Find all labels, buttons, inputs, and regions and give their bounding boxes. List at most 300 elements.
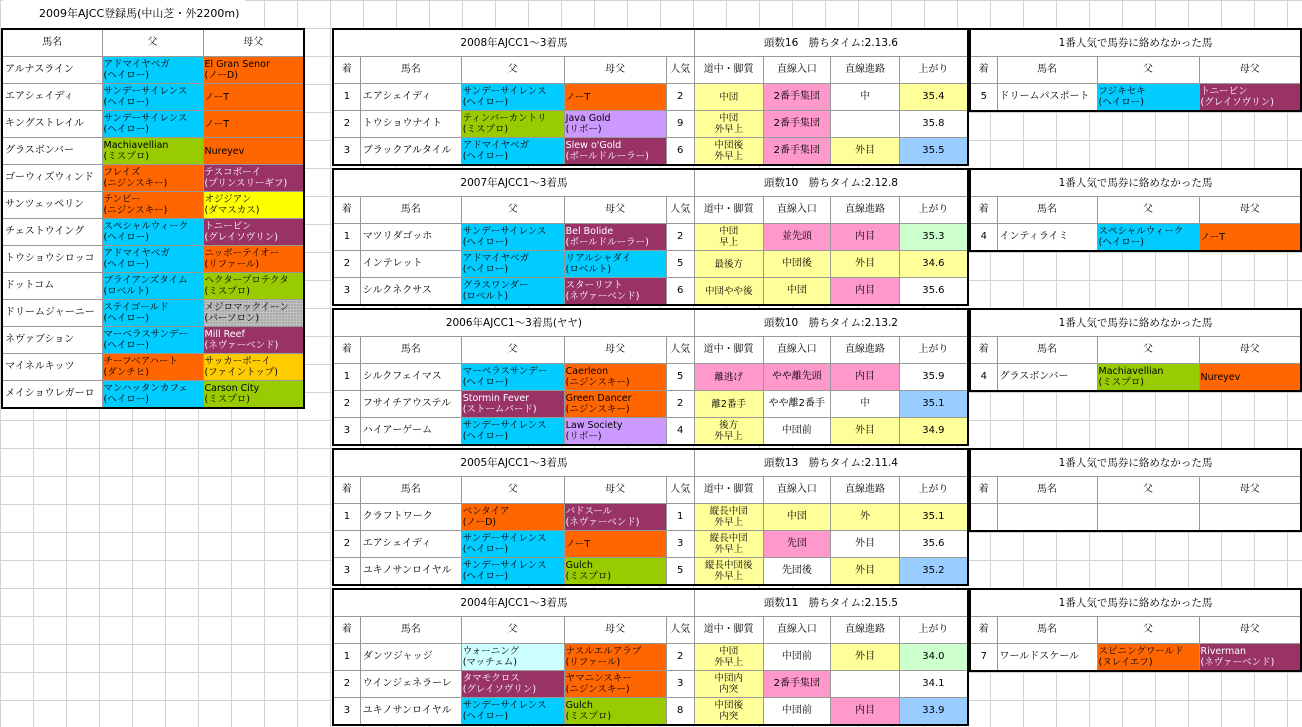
damsire-cell-line2: (ダマスカス) [204,205,260,216]
sire-cell-line2: (ヘイロー) [462,431,509,442]
horse-name: エアシェイディ [360,531,461,558]
damsire-cell-line2: (ニジンスキー) [565,377,630,388]
running-style-cell [694,138,763,166]
rank-cell: 4 [970,224,997,252]
popularity-cell: 4 [666,418,694,446]
popularity-cell: 2 [666,224,694,251]
sheet-title: 2009年AJCC登録馬(中山芝・外2200m) [3,0,245,28]
damsire-cell [203,138,304,165]
rank-cell: 3 [333,418,360,446]
horse-name: トウショウシロッコ [2,246,102,273]
damsire-cell [564,224,666,251]
horse-name: ゴーウィズウィンド [2,165,102,192]
registered-row [2,354,304,381]
col-header-sire: 父 [461,337,564,364]
stretch-path-cell [831,111,900,138]
sire-cell [461,84,564,111]
sire-cell-line2: (グレイソヴリン) [462,684,537,695]
damsire-cell [203,192,304,219]
sire-cell-line2: (ストームバード) [462,404,537,415]
sire-cell-line1: サンデーサイレンス [462,86,547,97]
col-header-rank: 着 [333,337,360,364]
running-style-cell [694,504,763,531]
damsire-cell [203,111,304,138]
horse-name: ドリームパスポート [997,84,1097,112]
sire-cell-line1: タマモクロス [462,673,520,684]
sire-cell [1097,84,1199,112]
damsire-cell [564,278,666,306]
col-header-mid: 道中・脚質 [694,197,763,224]
horse-name: クラフトワーク [360,504,461,531]
empty-cell [1097,504,1199,532]
favorite-unplaced-table-3 [969,448,1302,532]
running-style-cell-line1: 中団 [719,91,739,103]
running-style-cell-line2: 外早上 [714,431,743,442]
registered-horses-table [1,28,305,409]
horse-name: ワールドスケール [997,644,1097,672]
running-style-cell-line1: 中団後 [714,700,743,711]
sire-cell-line1: サンデーサイレンス [462,700,547,711]
stretch-path-cell: 外目 [831,138,900,166]
col-header-sire: 父 [461,197,564,224]
col-header-damsire: 母父 [1199,57,1301,84]
stretch-path-cell: 外 [831,504,900,531]
popularity-cell: 1 [666,504,694,531]
col-header-last: 上がり [899,617,968,644]
sire-cell [461,278,564,306]
col-header-name: 馬名 [997,617,1097,644]
rank-cell: 4 [970,364,997,392]
col-header-entry: 直線入口 [763,617,831,644]
result-row [333,558,968,586]
horse-name: ドットコム [2,273,102,300]
sire-cell-line2: (ヘイロー) [462,97,509,108]
stretch-path-cell: 外目 [831,644,900,671]
damsire-cell-line1: Carson City [204,383,260,394]
running-style-cell-line1: 最後方 [714,258,743,270]
running-style-cell [694,558,763,586]
popularity-cell: 2 [666,84,694,111]
race-info: 頭数16 勝ちタイム:2.13.6 [694,29,968,57]
sire-cell-line2: (ノーD) [462,517,497,528]
last-3f-cell: 35.5 [899,138,968,166]
col-header-mid: 道中・脚質 [694,617,763,644]
damsire-cell-line1: バドスール [565,506,613,517]
damsire-cell-line1: Nureyev [1200,371,1241,383]
stretch-entry-cell: 並先頭 [763,224,831,251]
col-header-sire: 父 [1097,57,1199,84]
rank-cell: 1 [333,504,360,531]
sire-cell [102,192,203,219]
horse-name: マツリダゴッホ [360,224,461,251]
horse-name: メイショウレガーロ [2,381,102,409]
sire-cell-line2: (ヘイロー) [103,70,149,81]
favorite-unplaced-table-0 [969,28,1302,112]
damsire-cell [564,364,666,391]
damsire-cell-line1: ノーT [204,91,230,103]
empty-cell [997,504,1097,532]
running-style-cell-line1: 中団 [719,113,739,124]
sire-cell [461,251,564,278]
horse-name: シルクネクサス [360,278,461,306]
last-3f-cell: 34.6 [899,251,968,278]
col-header-rank: 着 [970,477,997,504]
sire-cell [461,698,564,726]
stretch-path-cell: 外目 [831,251,900,278]
stretch-path-cell: 外目 [831,531,900,558]
running-style-cell-line1: 縦長中団後 [704,560,753,571]
col-header-damsire: 母父 [564,477,666,504]
sire-cell [102,219,203,246]
header-damsire: 母父 [203,29,304,57]
sire-cell-line1: サンデーサイレンス [462,226,547,237]
horse-name: ブラックアルタイル [360,138,461,166]
sire-cell-line1: アドマイヤベガ [462,140,529,151]
running-style-cell [694,224,763,251]
stretch-entry-cell: 先団後 [763,558,831,586]
results-table-2 [332,308,969,446]
running-style-cell [694,671,763,698]
damsire-cell [203,57,304,84]
rank-cell: 3 [333,278,360,306]
results-table-0 [332,28,969,166]
rank-cell: 1 [333,644,360,671]
damsire-cell-line2: (ネヴァーベンド) [204,340,279,351]
damsire-cell-line1: Green Dancer [565,393,632,404]
sire-cell-line1: スペシャルウィーク [103,221,189,232]
damsire-cell [203,381,304,409]
col-header-name: 馬名 [997,337,1097,364]
favorite-title: 1番人気で馬券に絡めなかった馬 [970,309,1301,337]
damsire-cell-line2: (ニジンスキー) [565,404,630,415]
rank-cell: 5 [970,84,997,112]
stretch-entry-cell: 中団前 [763,644,831,671]
damsire-cell-line2: (グレイソヴリン) [1200,97,1274,108]
sire-cell-line1: サンデーサイレンス [462,560,547,571]
result-row [333,138,968,166]
col-header-rank: 着 [333,197,360,224]
sire-cell-line1: マンハッタンカフェ [103,383,188,394]
sire-cell [1097,644,1199,672]
damsire-cell-line1: ノーT [1200,231,1226,243]
col-header-sire: 父 [1097,197,1199,224]
damsire-cell-line2: (ミスプロ) [565,571,612,582]
running-style-cell-line1: 中団やや後 [704,285,753,297]
col-header-sire: 父 [1097,477,1199,504]
running-style-cell [694,391,763,418]
col-header-damsire: 母父 [564,57,666,84]
sire-cell [102,57,203,84]
horse-name: ユキノサンロイヤル [360,558,461,586]
sire-cell [461,558,564,586]
rank-cell: 3 [333,698,360,726]
damsire-cell [203,84,304,111]
damsire-cell [1199,224,1301,252]
damsire-cell [564,418,666,446]
sire-cell-line2: (ヘイロー) [103,124,149,135]
sire-cell [1097,364,1199,392]
stretch-entry-cell: 中団前 [763,698,831,726]
last-3f-cell: 35.2 [899,558,968,586]
sire-cell-line2: (マッチェム) [462,657,517,668]
running-style-cell [694,644,763,671]
running-style-cell-line1: 中団後 [714,140,743,151]
damsire-cell-line2: (ミスプロ) [204,394,250,405]
damsire-cell-line1: Gulch [565,700,593,711]
horse-name: ウインジェネラーレ [360,671,461,698]
running-style-cell-line1: 中団 [719,646,739,657]
col-header-damsire: 母父 [564,617,666,644]
col-header-pop: 人気 [666,617,694,644]
results-table-1 [332,168,969,306]
stretch-entry-cell: 中団前 [763,418,831,446]
registered-row [2,84,304,111]
last-3f-cell: 35.1 [899,391,968,418]
running-style-cell-line2: 内突 [719,711,739,722]
running-style-cell-line2: 内突 [719,684,739,695]
popularity-cell: 5 [666,251,694,278]
sire-cell [461,138,564,166]
col-header-rank: 着 [970,337,997,364]
damsire-cell-line1: メジロマックイーン [204,302,289,313]
sire-cell [461,418,564,446]
result-row [333,364,968,391]
damsire-cell-line1: トニービン [204,221,252,232]
sire-cell [461,224,564,251]
col-header-pop: 人気 [666,477,694,504]
race-info: 頭数10 勝ちタイム:2.13.2 [694,309,968,337]
running-style-cell-line2: 外早上 [714,151,743,162]
damsire-cell-line1: Caerleon [565,366,609,377]
registered-row [2,165,304,192]
damsire-cell [564,504,666,531]
damsire-cell [1199,364,1301,392]
sire-cell-line2: (ニジンスキー) [103,205,168,216]
horse-name: ネヴァブション [2,327,102,354]
sire-cell-line1: ティンバーカントリ [462,113,547,124]
damsire-cell [203,354,304,381]
running-style-cell-line2: 外早上 [714,657,743,668]
sire-cell-line1: ブライアンズタイム [103,275,188,286]
horse-name: インテレット [360,251,461,278]
sire-cell [461,504,564,531]
damsire-cell-line1: リアルシャダイ [565,253,632,264]
col-header-name: 馬名 [360,57,461,84]
stretch-entry-cell: 2番手集団 [763,138,831,166]
damsire-cell-line2: (ファイントップ) [204,367,278,378]
horse-name: シルクフェイマス [360,364,461,391]
sire-cell-line2: (ヘイロー) [462,237,509,248]
registered-row [2,381,304,409]
last-3f-cell: 35.9 [899,364,968,391]
header-sire: 父 [102,29,203,57]
horse-name: ハイアーゲーム [360,418,461,446]
registered-row [2,57,304,84]
stretch-entry-cell: 先団 [763,531,831,558]
col-header-damsire: 母父 [1199,617,1301,644]
running-style-cell-line2: 外早上 [714,124,743,135]
col-header-mid: 道中・脚質 [694,337,763,364]
damsire-cell-line1: ヘクタープロテクタ [204,275,289,286]
sire-cell-line1: マーベラスサンデー [103,329,189,340]
last-3f-cell: 35.6 [899,531,968,558]
sire-cell-line2: (ミスプロ) [103,151,149,162]
sire-cell-line2: (ヘイロー) [103,340,149,351]
sire-cell [102,84,203,111]
sire-cell-line2: (ミスプロ) [1098,377,1144,388]
sire-cell [461,531,564,558]
stretch-entry-cell: 2番手集団 [763,111,831,138]
damsire-cell [564,111,666,138]
popularity-cell: 3 [666,671,694,698]
results-table-3 [332,448,969,586]
sire-cell-line2: (ヘイロー) [103,97,149,108]
stretch-path-cell: 中 [831,391,900,418]
sire-cell-line2: (ヘイロー) [462,571,509,582]
damsire-cell [564,671,666,698]
damsire-cell [564,531,666,558]
running-style-cell-line2: 外早上 [714,544,743,555]
damsire-cell [1199,644,1301,672]
rank-cell: 2 [333,531,360,558]
col-header-mid: 道中・脚質 [694,477,763,504]
col-header-damsire: 母父 [1199,197,1301,224]
running-style-cell-line2: 外早上 [714,571,743,582]
sire-cell-line2: (ヘイロー) [462,544,509,555]
sire-cell-line1: スペシャルウィーク [1098,226,1184,237]
damsire-cell-line2: (ミスプロ) [565,711,612,722]
last-3f-cell: 35.6 [899,278,968,306]
favorite-title: 1番人気で馬券に絡めなかった馬 [970,449,1301,477]
damsire-cell-line2: (グレイソヴリン) [204,232,278,243]
rank-cell: 2 [333,251,360,278]
col-header-entry: 直線入口 [763,197,831,224]
horse-name: エアシェイディ [2,84,102,111]
last-3f-cell: 35.1 [899,504,968,531]
registered-row [2,219,304,246]
sire-cell-line2: (ヘイロー) [103,394,149,405]
empty-cell [1199,504,1301,532]
col-header-name: 馬名 [997,197,1097,224]
damsire-cell-line2: (ボールドルーラー) [565,237,649,248]
col-header-path: 直線進路 [831,617,900,644]
sire-cell-line2: (ヘイロー) [103,232,149,243]
running-style-cell [694,111,763,138]
last-3f-cell: 34.1 [899,671,968,698]
damsire-cell-line1: Slew o'Gold [565,140,622,151]
horse-name: キングストレイル [2,111,102,138]
year-title: 2005年AJCC1～3着馬 [333,449,694,477]
sire-cell-line2: (ヘイロー) [462,377,509,388]
col-header-damsire: 母父 [564,197,666,224]
running-style-cell-line1: 中団内 [714,673,743,684]
running-style-cell-line2: 外早上 [714,517,743,528]
col-header-name: 馬名 [360,337,461,364]
registered-row [2,138,304,165]
col-header-last: 上がり [899,197,968,224]
year-title: 2006年AJCC1～3着馬(ヤヤ) [333,309,694,337]
col-header-damsire: 母父 [1199,337,1301,364]
damsire-cell-line1: テスコボーイ [204,167,262,178]
running-style-cell [694,84,763,111]
running-style-cell-line1: 縦長中団 [709,506,748,517]
damsire-cell-line1: サッカーボーイ [204,356,271,367]
last-3f-cell: 35.3 [899,224,968,251]
rank-cell: 2 [333,671,360,698]
stretch-path-cell: 内目 [831,364,900,391]
damsire-cell [203,300,304,327]
last-3f-cell: 34.9 [899,418,968,446]
running-style-cell-line1: 縦長中団 [709,533,748,544]
result-row [333,84,968,111]
damsire-cell-line1: Riverman [1200,646,1247,657]
sire-cell [461,671,564,698]
rank-cell: 2 [333,111,360,138]
result-row [333,671,968,698]
damsire-cell-line2: (ニジンスキー) [565,684,630,695]
stretch-entry-cell: 中団 [763,278,831,306]
damsire-cell [564,558,666,586]
sire-cell [102,300,203,327]
col-header-damsire: 母父 [564,337,666,364]
sire-cell [102,165,203,192]
damsire-cell [203,327,304,354]
race-info: 頭数13 勝ちタイム:2.11.4 [694,449,968,477]
horse-name: サンツェッペリン [2,192,102,219]
stretch-entry-cell: やや離2番手 [763,391,831,418]
sire-cell-line2: (ヘイロー) [1098,97,1144,108]
running-style-cell-line1: 中団 [719,226,739,237]
year-title: 2004年AJCC1～3着馬 [333,589,694,617]
sire-cell-line2: (ヘイロー) [462,151,509,162]
horse-name: ユキノサンロイヤル [360,698,461,726]
stretch-path-cell: 外目 [831,418,900,446]
stretch-path-cell [831,671,900,698]
sire-cell-line2: (ミスプロ) [462,124,509,135]
rank-cell: 3 [333,558,360,586]
race-info: 頭数10 勝ちタイム:2.12.8 [694,169,968,197]
sire-cell-line2: (ヘイロー) [1098,237,1144,248]
sire-cell-line2: (ロベルト) [462,291,509,302]
sire-cell-line1: Stormin Fever [462,393,530,404]
sire-cell-line1: Machiavellian [1098,366,1164,377]
result-row [333,278,968,306]
running-style-cell-line1: 離2番手 [711,398,746,410]
damsire-cell-line1: ノーT [204,118,230,130]
rank-cell: 2 [333,391,360,418]
sire-cell-line2: (ニジンスキー) [103,178,168,189]
damsire-cell-line1: Nureyev [204,145,245,157]
col-header-sire: 父 [1097,337,1199,364]
damsire-cell-line2: (リボー) [565,124,602,135]
damsire-cell-line1: ニッポーテイオー [204,248,280,259]
sire-cell-line2: (ヘイロー) [103,259,149,270]
rank-cell: 1 [333,84,360,111]
sire-cell-line1: フレイズ [103,167,141,178]
col-header-entry: 直線入口 [763,57,831,84]
result-row [333,418,968,446]
col-header-pop: 人気 [666,197,694,224]
favorite-title: 1番人気で馬券に絡めなかった馬 [970,589,1301,617]
damsire-cell-line1: スターリフト [565,280,623,291]
sire-cell-line1: アドマイヤベガ [103,59,170,70]
col-header-sire: 父 [461,57,564,84]
damsire-cell-line1: El Gran Senor [204,59,270,70]
sire-cell-line2: (ロベルト) [103,286,149,297]
year-title: 2007年AJCC1～3着馬 [333,169,694,197]
col-header-entry: 直線入口 [763,337,831,364]
sire-cell [102,327,203,354]
